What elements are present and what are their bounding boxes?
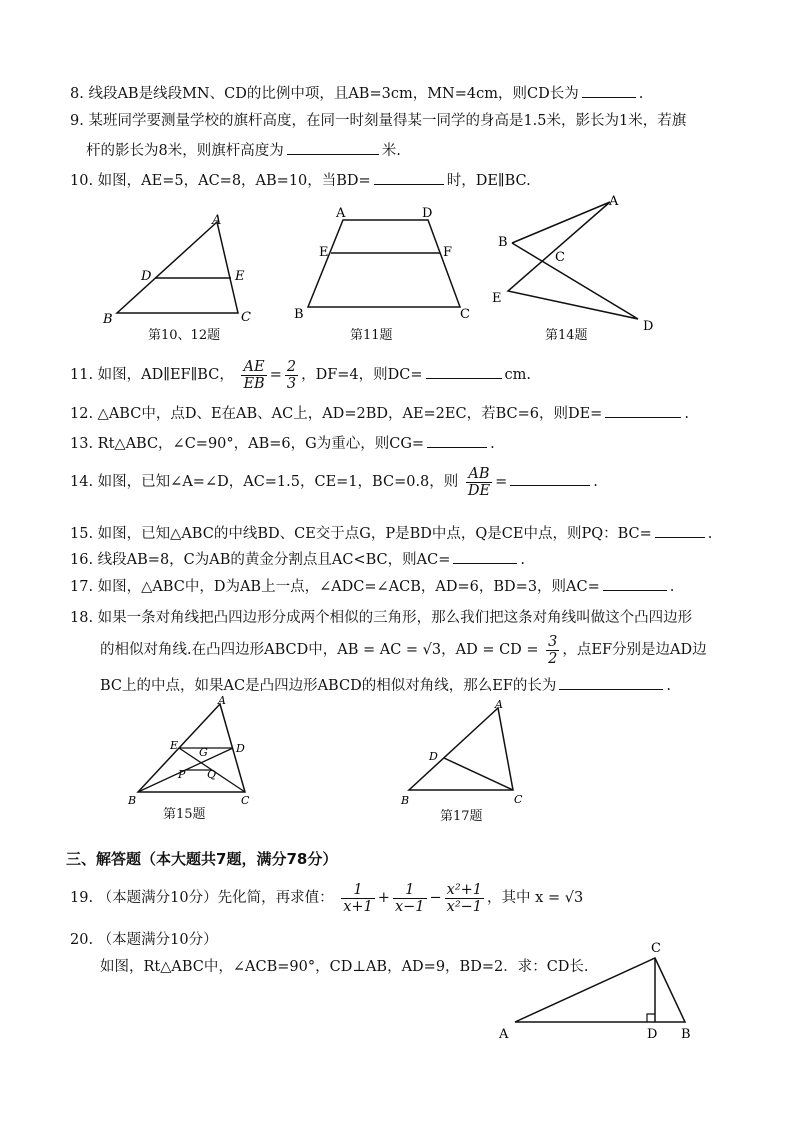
fraction-3-2: [546, 634, 559, 667]
label-d: D: [643, 319, 654, 334]
denominator: DE: [467, 482, 491, 499]
answer-blank[interactable]: [426, 364, 502, 379]
answer-blank[interactable]: [453, 549, 517, 564]
label-c: C: [460, 307, 470, 322]
label-a: A: [218, 696, 226, 707]
label-a: A: [495, 698, 503, 711]
label-e: E: [235, 269, 245, 284]
figure-10-12: [95, 210, 265, 330]
figure-20: [495, 938, 705, 1048]
punctuation: .: [666, 678, 671, 694]
label-c: C: [241, 794, 250, 806]
question-text: 如图，AE=5，AC=8，AB=10，当BD=: [97, 173, 371, 189]
label-b: B: [401, 794, 410, 806]
question-18-cont2: [100, 675, 671, 696]
right-angle-mark: [647, 1014, 655, 1022]
triangle-abc: [409, 708, 513, 790]
question-text: 如图，已知∠A=∠D，AC=1.5，CE=1，BC=0.8，则: [97, 474, 459, 490]
equals: =: [495, 474, 508, 490]
question-number: 9.: [70, 113, 84, 129]
question-number: 15.: [70, 526, 94, 542]
question-14: [70, 465, 598, 499]
numerator: AE: [243, 358, 265, 375]
section-heading: 三、解答题（本大题共7题，满分78分）: [66, 850, 338, 868]
numerator: 2: [286, 358, 297, 375]
caption-fig-14: 第14题: [545, 328, 588, 343]
question-18-cont: [100, 633, 707, 667]
question-text: （本题满分10分）先化简，再求值：: [97, 890, 334, 906]
trapezoid-abcd: [308, 220, 460, 307]
label-b: B: [681, 1027, 691, 1042]
answer-blank[interactable]: [510, 471, 590, 486]
question-9-cont: [86, 140, 401, 161]
operator-plus: +: [377, 890, 390, 906]
answer-blank[interactable]: [374, 170, 444, 185]
label-p: P: [178, 768, 186, 781]
label-b: B: [498, 235, 508, 250]
fraction-ae-eb: [241, 359, 266, 392]
label-a: A: [212, 213, 222, 228]
operator-minus: −: [429, 890, 442, 906]
question-10: [70, 170, 531, 191]
punctuation: .: [707, 526, 713, 542]
label-b: B: [128, 794, 137, 806]
question-number: 14.: [70, 474, 94, 490]
question-17: [70, 576, 674, 597]
question-8: [70, 83, 643, 104]
denominator: 3: [286, 375, 297, 392]
denominator: EB: [243, 375, 265, 392]
unit: cm.: [504, 367, 532, 383]
caption-fig-17: 第17题: [440, 809, 483, 824]
label-d: D: [236, 742, 245, 755]
answer-blank[interactable]: [427, 433, 487, 448]
question-text: ，其中 x = √3: [487, 890, 584, 906]
question-text: ，点EF分别是边AD边: [562, 642, 707, 658]
question-text: 如图，Rt△ABC中，∠ACB=90°，CD⊥AB，AD=9，BD=2．求：CD长.: [100, 959, 589, 975]
label-c: C: [514, 793, 523, 806]
triangle-abc: [117, 222, 238, 313]
fraction-2: [393, 882, 427, 915]
question-number: 8.: [70, 86, 84, 102]
label-d: D: [141, 269, 152, 284]
label-d: D: [429, 750, 438, 763]
figure-14: [488, 192, 663, 337]
label-e: E: [170, 739, 179, 752]
figure-11: [288, 204, 478, 324]
question-text: 如图，△ABC中，D为AB上一点，∠ADC=∠ACB，AD=6，BD=3，则AC=: [97, 579, 600, 595]
triangle-abc: [515, 958, 685, 1022]
question-text: 如图，已知△ABC的中线BD、CE交于点G，P是BD中点，Q是CE中点，则PQ：BC=: [97, 526, 652, 542]
figure-15: [120, 696, 260, 806]
punctuation: .: [684, 406, 689, 422]
question-number: 17.: [70, 579, 94, 595]
denominator: x+1: [343, 898, 373, 915]
answer-blank[interactable]: [582, 83, 636, 98]
question-text: 的相似对角线.在凸四边形ABCD中，AB = AC = √3，AD = CD =: [100, 642, 539, 658]
label-a: A: [336, 206, 346, 221]
numerator: AB: [468, 465, 490, 482]
question-13: [70, 433, 495, 454]
denominator: x−1: [394, 898, 425, 915]
answer-blank[interactable]: [655, 523, 705, 538]
question-number: 20.: [70, 932, 94, 948]
answer-blank[interactable]: [603, 576, 667, 591]
question-text: 如果一条对角线把凸四边形分成两个相似的三角形，那么我们把这条对角线叫做这个凸四边形: [97, 610, 693, 626]
question-12: [70, 403, 689, 424]
numerator: 3: [548, 633, 558, 650]
question-16: [70, 549, 525, 570]
question-text: BC上的中点，如果AC是凸四边形ABCD的相似对角线，那么EF的长为: [100, 678, 557, 694]
question-text: Rt△ABC，∠C=90°，AB=6，G为重心，则CG=: [97, 436, 425, 452]
fraction-3: [445, 882, 484, 915]
fraction-1: [341, 882, 375, 915]
punctuation: .: [593, 474, 598, 490]
figure-17: [395, 696, 535, 806]
caption-fig-11: 第11题: [350, 328, 393, 343]
label-c: C: [241, 310, 251, 325]
question-15: [70, 523, 712, 544]
answer-blank[interactable]: [287, 140, 379, 155]
punctuation: .: [520, 552, 525, 568]
punctuation: .: [669, 579, 675, 595]
label-a: A: [499, 1027, 509, 1042]
question-11: [70, 358, 531, 392]
caption-fig-10-12: 第10、12题: [148, 328, 221, 343]
unit: 米.: [381, 143, 401, 159]
denominator: 2: [548, 650, 558, 667]
label-a: A: [609, 194, 619, 209]
fraction-ab-de: [466, 466, 492, 499]
question-text: 线段AB是线段MN、CD的比例中项，且AB=3cm，MN=4cm，则CD长为: [88, 86, 579, 102]
question-19: [70, 878, 583, 918]
label-g: G: [199, 746, 208, 759]
question-text: △ABC中，点D、E在AB、AC上，AD=2BD，AE=2EC，若BC=6，则DE=: [97, 406, 603, 422]
question-number: 16.: [70, 552, 94, 568]
question-text: 如图，AD∥EF∥BC，: [97, 367, 234, 383]
segment-dc: [444, 758, 513, 790]
question-text-end: 时，DE∥BC.: [446, 173, 531, 189]
question-number: 10.: [70, 173, 94, 189]
question-text: 某班同学要测量学校的旗杆高度，在同一时刻量得某一同学的身高是1.5米，影长为1米，若旗: [88, 113, 687, 129]
question-text: ，DF=4，则DC=: [301, 367, 423, 383]
question-text: （本题满分10分）: [97, 932, 218, 948]
numerator: x²+1: [446, 881, 483, 898]
equals: =: [269, 367, 282, 383]
question-number: 13.: [70, 436, 94, 452]
question-number: 19.: [70, 890, 94, 906]
question-20: [70, 930, 218, 950]
answer-blank[interactable]: [559, 675, 663, 690]
fraction-2-3: [285, 359, 298, 392]
question-18: [70, 608, 692, 628]
label-b: B: [294, 307, 304, 322]
label-d: D: [422, 206, 433, 221]
question-9: [70, 111, 686, 131]
label-q: Q: [207, 768, 217, 781]
question-number: 18.: [70, 610, 94, 626]
numerator: 1: [353, 881, 363, 898]
label-c: C: [651, 941, 661, 956]
numerator: 1: [405, 881, 415, 898]
question-number: 12.: [70, 406, 94, 422]
label-d: D: [647, 1027, 658, 1042]
answer-blank[interactable]: [605, 403, 681, 418]
label-f: F: [443, 245, 453, 260]
punctuation: .: [490, 436, 495, 452]
punctuation: .: [638, 86, 644, 102]
bowtie-figure: [508, 202, 638, 319]
label-e: E: [319, 245, 329, 260]
label-c: C: [555, 250, 565, 265]
label-b: B: [103, 312, 113, 327]
question-number: 11.: [70, 367, 94, 383]
label-e: E: [492, 291, 502, 306]
denominator: x²−1: [446, 898, 483, 915]
question-text: 杆的影长为8米，则旗杆高度为: [86, 143, 284, 159]
caption-fig-15: 第15题: [163, 807, 206, 822]
question-text: 线段AB=8，C为AB的黄金分割点且AC<BC，则AC=: [97, 552, 451, 568]
